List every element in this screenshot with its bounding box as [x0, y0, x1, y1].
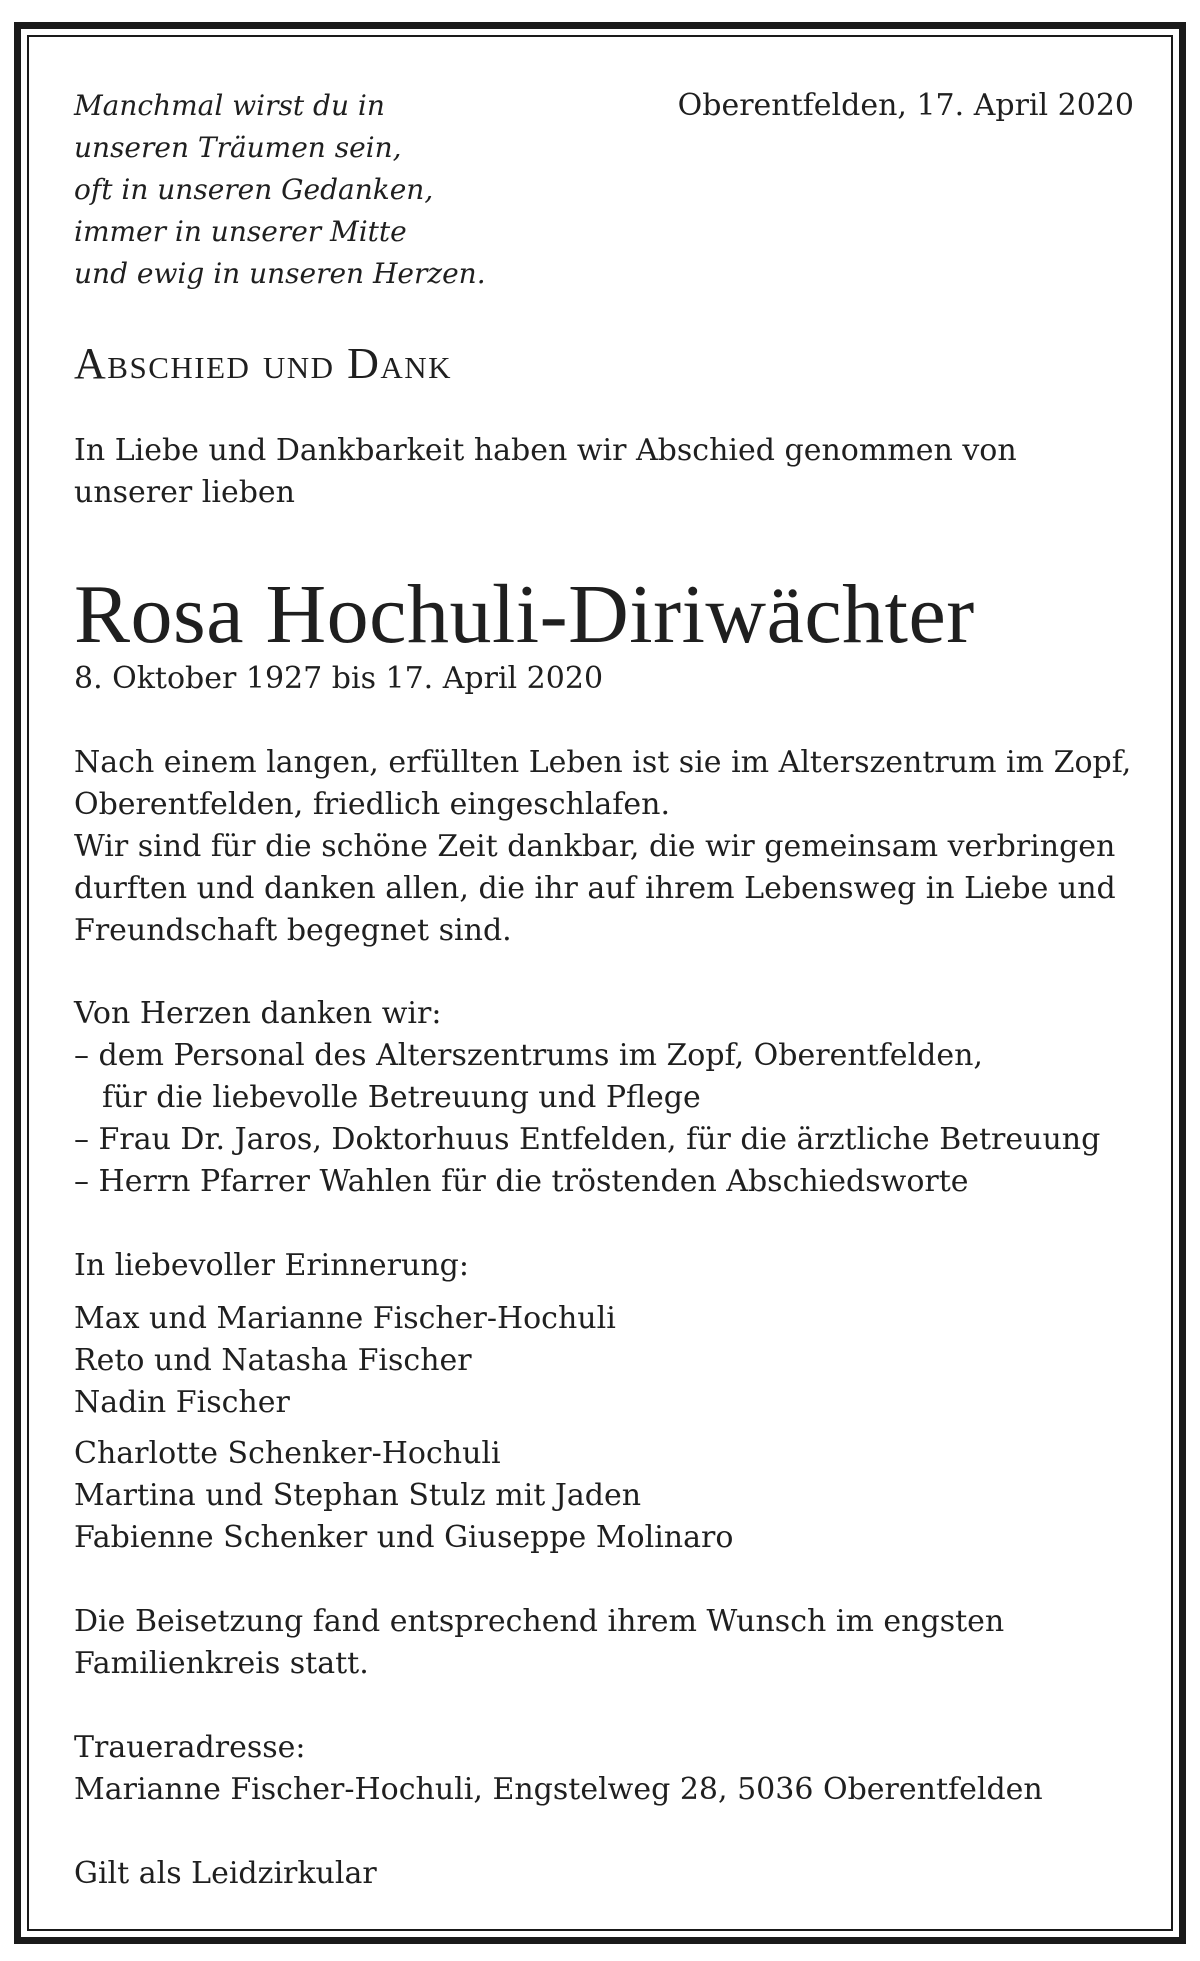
family-member: Max und Marianne Fischer-Hochuli: [74, 1301, 616, 1336]
paragraph-line: Nach einem langen, erfüllten Leben ist sie im Alterszentrum im Zopf,: [74, 745, 1132, 780]
circular-note: Gilt als Leidzirkular: [74, 1856, 377, 1891]
thanks-item: – Frau Dr. Jaros, Doktorhuus Entfelden, für die ärztliche Betreuung: [74, 1122, 1101, 1157]
thanks-item: – dem Personal des Alterszentrums im Zopf, Oberentfelden,: [74, 1038, 983, 1073]
funeral-note: [74, 1601, 1004, 1685]
thanks-section: [74, 993, 1100, 1203]
funeral-line: Familienkreis statt.: [74, 1646, 369, 1681]
thanks-item: – Herrn Pfarrer Wahlen für die tröstenden Abschiedsworte: [74, 1164, 969, 1199]
obituary-notice: [74, 0, 1134, 1961]
funeral-line: Die Beisetzung fand entsprechend ihrem Wunsch im engsten: [74, 1604, 1005, 1639]
family-group: [74, 1298, 616, 1424]
family-member: Reto und Natasha Fischer: [74, 1343, 472, 1378]
motto-verse: [74, 85, 486, 295]
motto-line: immer in unserer Mitte: [74, 215, 407, 248]
paragraph-line: Oberentfelden, friedlich eingeschlafen.: [74, 787, 671, 822]
thanks-item-continuation: für die liebevolle Betreuung und Pflege: [102, 1080, 701, 1115]
family-member: Charlotte Schenker-Hochuli: [74, 1436, 501, 1471]
family-member: Fabienne Schenker und Giuseppe Molinaro: [74, 1520, 734, 1555]
deceased-name: Rosa Hochuli-Diriwächter: [74, 568, 975, 661]
thanks-heading: Von Herzen danken wir:: [74, 996, 442, 1031]
address-label: Traueradresse:: [74, 1730, 306, 1765]
family-group: [74, 1433, 733, 1559]
life-dates: 8. Oktober 1927 bis 17. April 2020: [74, 661, 604, 696]
paragraph-line: Wir sind für die schöne Zeit dankbar, die wir gemeinsam verbringen: [74, 829, 1116, 864]
family-member: Nadin Fischer: [74, 1385, 290, 1420]
main-paragraph: [74, 742, 1131, 952]
mourning-address: [74, 1727, 1043, 1811]
notice-heading: Abschied und Dank: [74, 339, 453, 388]
paragraph-line: Freundschaft begegnet sind.: [74, 913, 512, 948]
address-value: Marianne Fischer-Hochuli, Engstelweg 28, 5036 Oberentfelden: [74, 1772, 1043, 1807]
paragraph-line: durften und danken allen, die ihr auf ihrem Lebensweg in Liebe und: [74, 871, 1116, 906]
place-date: Oberentfelden, 17. April 2020: [677, 88, 1134, 123]
family-member: Martina und Stephan Stulz mit Jaden: [74, 1478, 642, 1513]
motto-line: Manchmal wirst du in: [74, 89, 385, 122]
memory-heading: In liebevoller Erinnerung:: [74, 1248, 469, 1283]
motto-line: unseren Träumen sein,: [74, 131, 402, 164]
motto-line: oft in unseren Gedanken,: [74, 173, 434, 206]
motto-line: und ewig in unseren Herzen.: [74, 257, 486, 290]
intro-text: In Liebe und Dankbarkeit haben wir Abschied genommen von unserer lieben: [74, 433, 1017, 510]
